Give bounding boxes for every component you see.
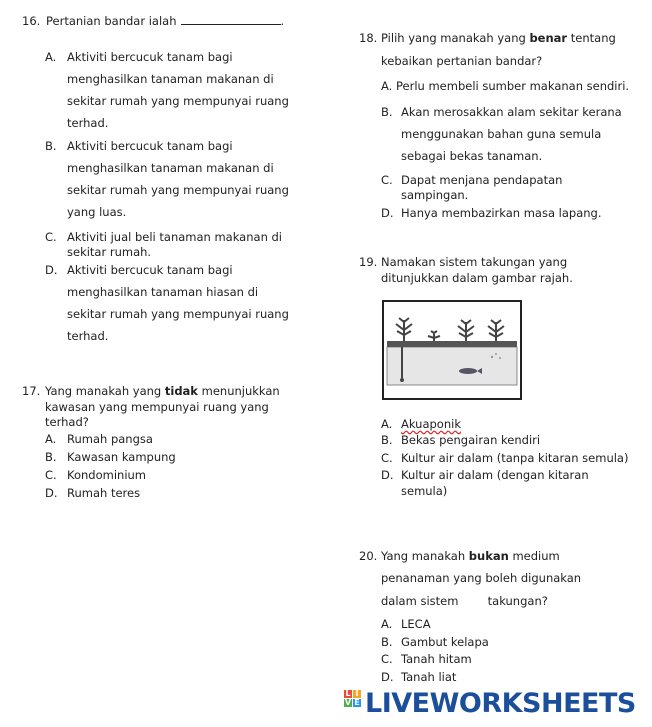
option-text-line: sekitar rumah yang mempunyai ruang [67,307,289,321]
option-letter: D. [45,486,58,500]
option-letter: A. [381,79,393,93]
emphasis-word: benar [529,31,568,45]
option-text: Tanah hitam [401,652,472,666]
question-20-stem-end: medium [508,549,560,563]
diagram-image [382,300,522,400]
option-letter: B. [381,105,393,119]
option-text-line: menggunakan bahan guna semula [401,127,602,141]
option-letter: A. [381,617,393,631]
option-text-line: Aktiviti bercucuk tanam bagi [67,50,233,64]
logo-mark [344,690,361,716]
option-text-line: sekitar rumah. [67,245,152,259]
option-text-line: Aktiviti bercucuk tanam bagi [67,139,233,153]
option-text: Tanah liat [401,670,457,684]
option-letter: D. [381,206,394,220]
option-text-line: sampingan. [401,188,469,202]
option-letter: A. [45,432,57,446]
option-letter: C. [381,451,393,465]
question-text [45,384,280,398]
option-text: LECA [401,617,431,631]
option-letter: D. [381,468,394,482]
question-18-stem-end: tentang [567,31,616,45]
question-text-line: ditunjukkan dalam gambar rajah. [381,271,573,285]
option-text-line: Aktiviti jual beli tanaman makanan di [67,230,283,244]
option-text: Rumah pangsa [67,432,153,446]
question-16-period: . [280,14,285,28]
option-text-line: Dapat menjana pendapatan [401,173,563,187]
option-text-line: Kultur air dalam (dengan kitaran [401,468,589,482]
question-18-stem-start: Pilih yang manakah yang [381,31,530,45]
emphasis-word: tidak [164,384,198,398]
option-text: Gambut kelapa [401,635,489,649]
question-number: 17. [22,384,41,398]
question-text-line: Namakan sistem takungan yang [381,255,568,269]
question-number: 16. [22,14,41,28]
option-letter: A. [45,50,57,64]
question-20-stem-start: Yang manakah [381,549,469,563]
option-text-line: terhad. [67,329,109,343]
option-text-line: Bekas pengairan kendiri [401,433,541,447]
liveworksheets-logo[interactable] [344,688,636,718]
option-text-line: sekitar rumah yang mempunyai ruang [67,183,289,197]
option-text-line: Akuaponik [401,417,461,431]
option-text-line: sebagai bekas tanaman. [401,149,543,163]
question-text-line: kawasan yang mempunyai ruang yang [45,400,269,414]
option-letter: C. [45,230,57,244]
option-text: Kondominium [67,468,147,482]
option-text: Kawasan kampung [67,450,176,464]
question-text-line: dalam sistem takungan? [381,594,548,608]
option-letter: D. [45,263,58,277]
logo-letter-e: E [354,698,360,707]
question-text-line: terhad? [45,415,89,429]
logo-letter-i: I [353,690,361,698]
logo-letter-l: L [345,689,351,698]
question-number: 19. [359,255,378,269]
emphasis-word: bukan [468,549,509,563]
option-text-line: Akan merosakkan alam sekitar kerana [401,105,622,119]
question-text [381,549,560,563]
logo-letter-v: V [344,698,352,707]
option-text-line: Perlu membeli sumber makanan sendiri. [396,79,630,93]
question-text-line: kebaikan pertanian bandar? [381,54,543,68]
aquaponic-diagram [382,300,522,400]
option-letter: B. [45,139,57,153]
option-text-line: Hanya membazirkan masa lapang. [401,206,602,220]
option-text-line: terhad. [67,116,109,130]
option-text-line: menghasilkan tanaman makanan di [67,72,274,86]
option-letter: B. [381,433,393,447]
option-text-line: Kultur air dalam (tanpa kitaran semula) [401,451,629,465]
question-text-line: penanaman yang boleh digunakan [381,571,582,585]
option-text-line: semula) [401,484,448,498]
option-text-line: menghasilkan tanaman makanan di [67,161,274,175]
question-text [381,31,616,45]
option-letter: B. [381,635,393,649]
answer-blank[interactable] [181,14,281,25]
question-number: 18. [359,31,378,45]
option-letter: C. [381,173,393,187]
question-17-stem-start: Yang manakah yang [45,384,165,398]
option-text-line: yang luas. [67,205,127,219]
option-letter: B. [45,450,57,464]
option-letter: C. [381,652,393,666]
option-letter: C. [45,468,57,482]
question-16-stem: Pertanian bandar ialah [46,14,177,28]
option-text-line: menghasilkan tanaman hiasan di [67,285,259,299]
option-text-line: Aktiviti bercucuk tanam bagi [67,263,233,277]
option-letter: A. [381,417,393,431]
option-letter: D. [381,670,394,684]
logo-wordmark: LIVEWORKSHEETS [365,687,636,719]
option-text: Rumah teres [67,486,141,500]
option-text-line: sekitar rumah yang mempunyai ruang [67,94,289,108]
question-17-stem-end: menunjukkan [197,384,280,398]
question-text [46,14,284,28]
question-number: 20. [359,549,378,563]
